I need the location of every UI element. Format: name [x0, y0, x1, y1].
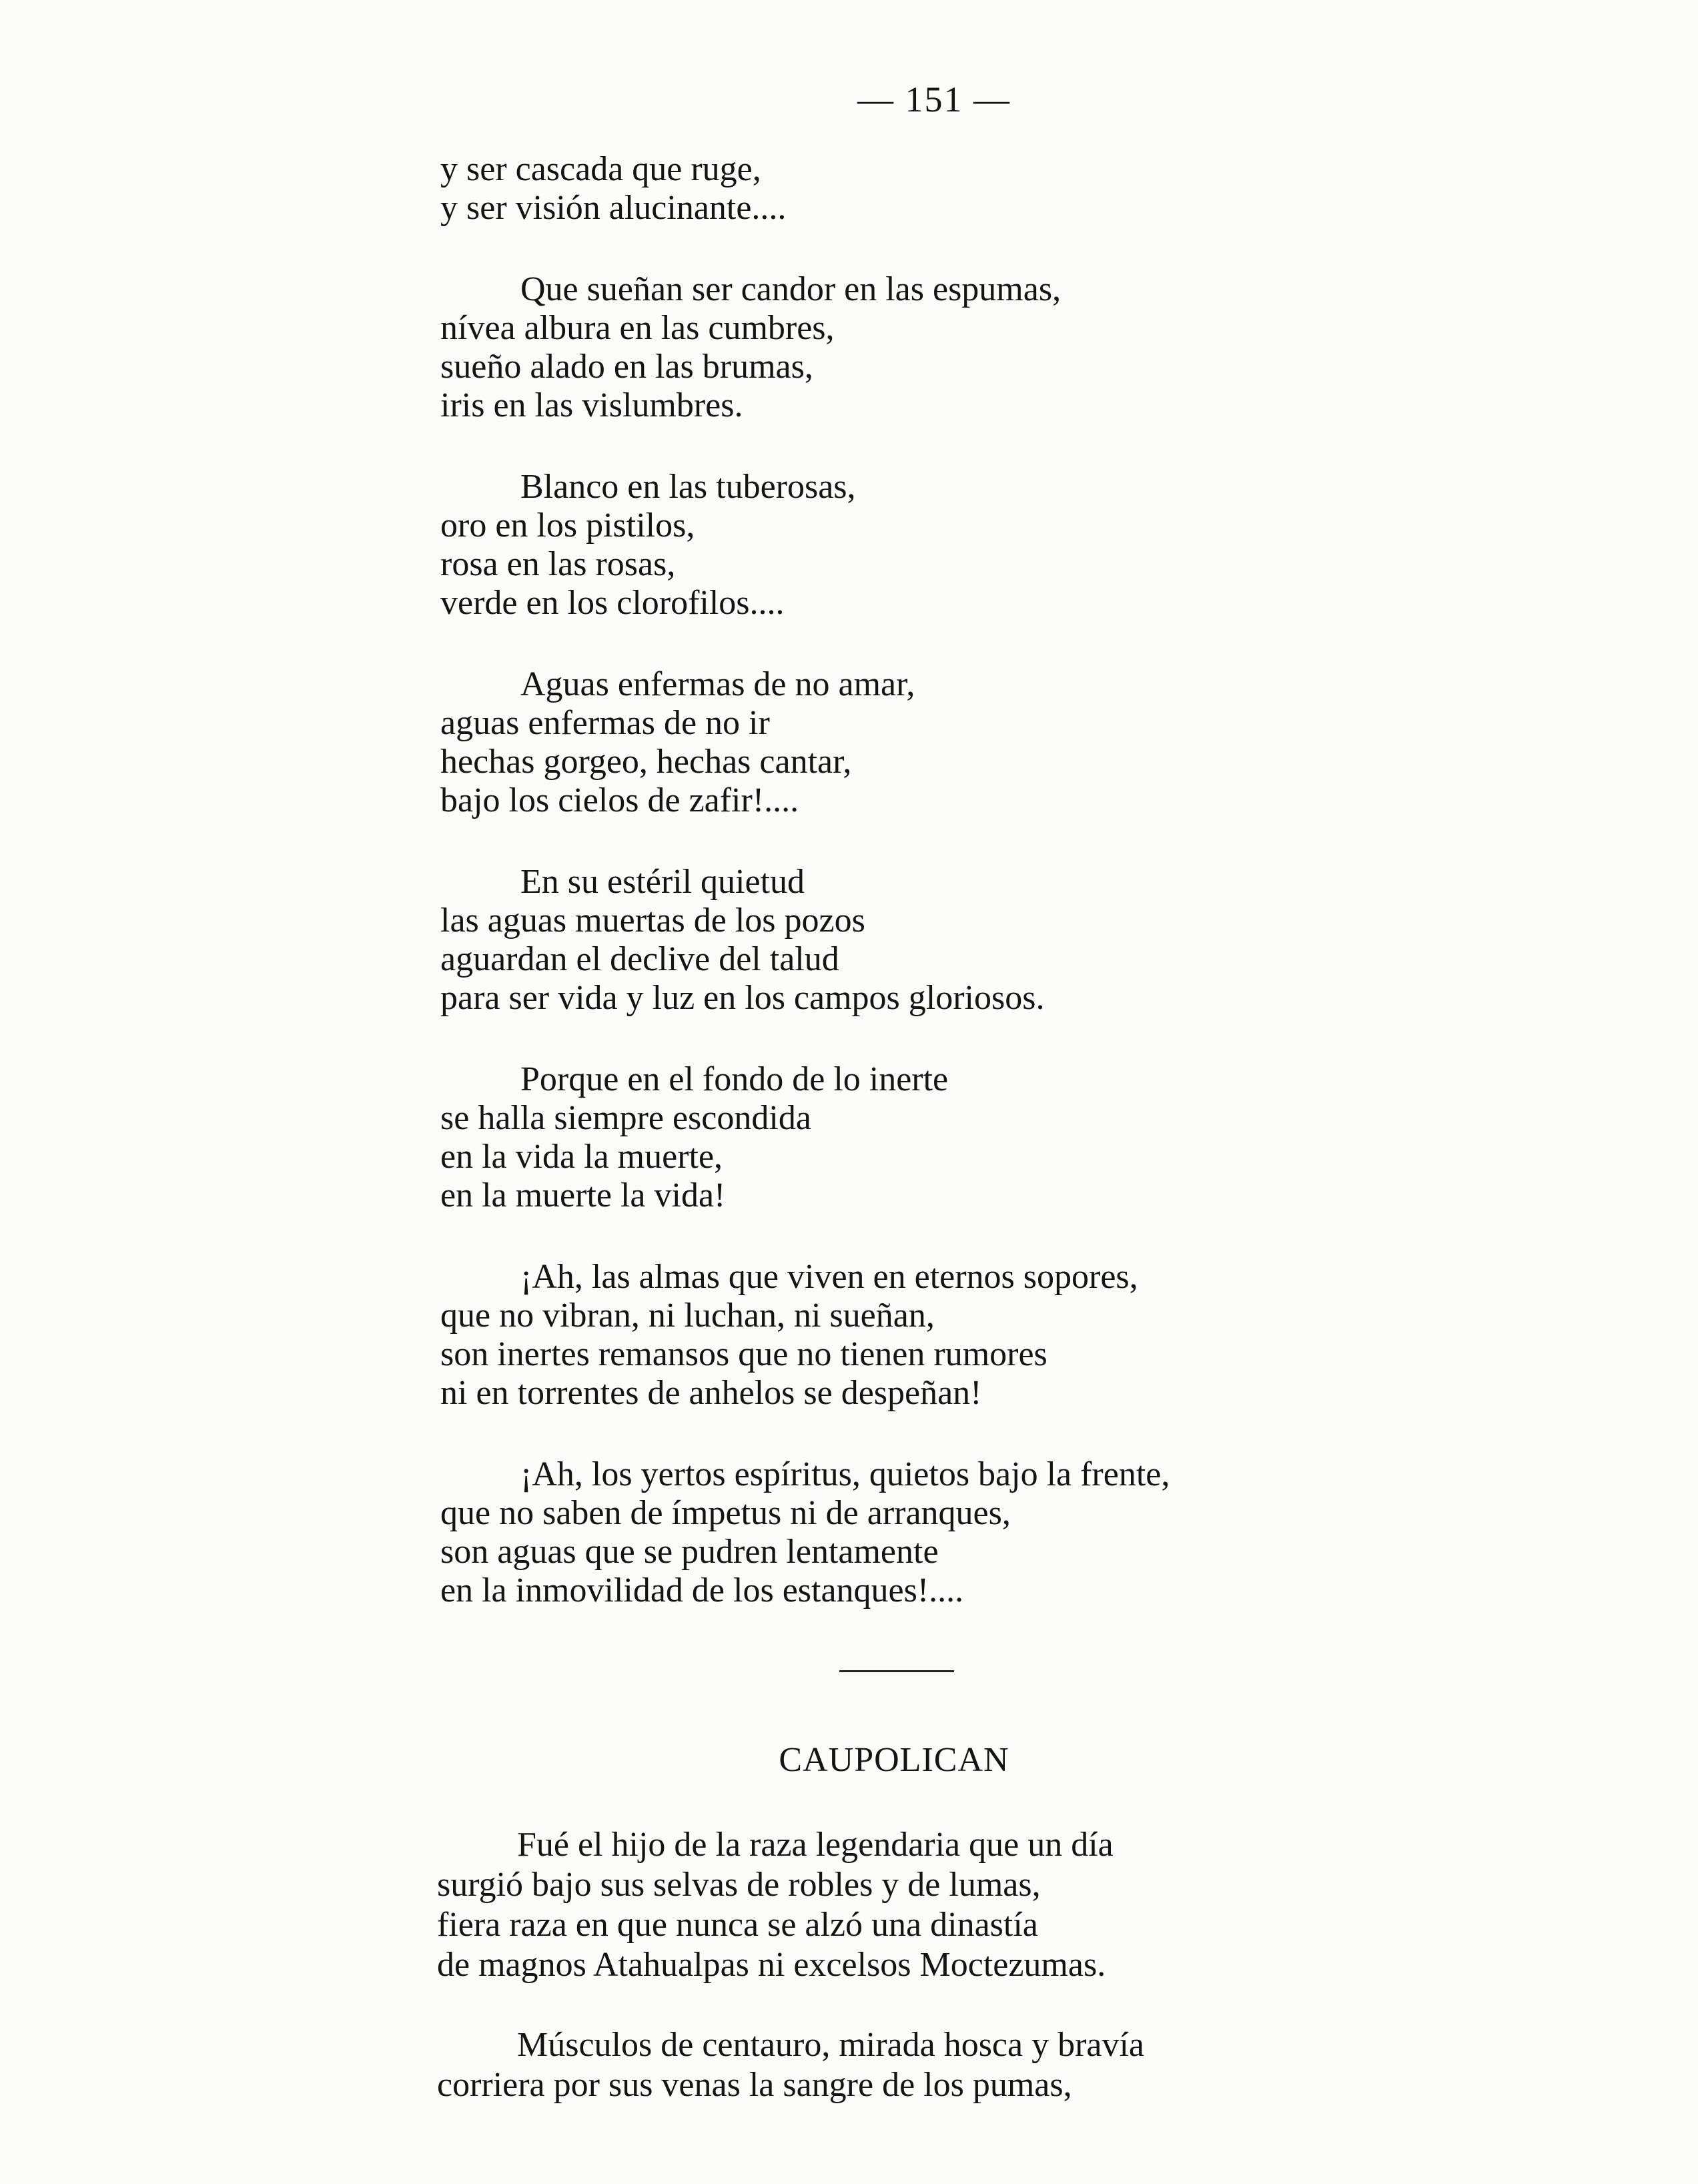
verse-line: aguardan el declive del talud: [440, 940, 839, 978]
section-separator: [839, 1670, 954, 1672]
verse-line: Fué el hijo de la raza legendaria que un día: [517, 1826, 1114, 1864]
verse-line: Que sueñan ser candor en las espumas,: [520, 270, 1062, 308]
verse-line: que no saben de ímpetus ni de arranques,: [440, 1494, 1011, 1532]
verse-line: oro en los pistilos,: [440, 506, 695, 544]
stanza: [440, 270, 1575, 425]
verse-line: corriera por sus venas la sangre de los pumas,: [437, 2066, 1072, 2104]
verse-line: que no vibran, ni luchan, ni sueñan,: [440, 1297, 935, 1335]
page-number: — 151 —: [857, 79, 1011, 119]
verse-line: ¡Ah, los yertos espíritus, quietos bajo la frente,: [520, 1455, 1170, 1493]
verse-line: Aguas enfermas de no amar,: [520, 665, 915, 703]
stanza: [440, 1258, 1575, 1413]
verse-line: de magnos Atahualpas ni excelsos Moctezumas.: [437, 1946, 1106, 1984]
verse-line: ¡Ah, las almas que viven en eternos sopores,: [520, 1258, 1138, 1296]
stanza: [440, 665, 1575, 820]
verse-line: en la muerte la vida!: [440, 1176, 726, 1214]
verse-line: En su estéril quietud: [520, 863, 805, 901]
stanza: [440, 863, 1575, 1018]
poem: [440, 150, 1575, 1653]
stanza: [437, 1825, 1571, 1985]
verse-line: nívea albura en las cumbres,: [440, 309, 835, 347]
verse-line: Músculos de centauro, mirada hosca y bravía: [517, 2026, 1145, 2064]
verse-line: las aguas muertas de los pozos: [440, 901, 865, 940]
verse-line: en la vida la muerte,: [440, 1138, 723, 1176]
verse-line: y ser cascada que ruge,: [440, 150, 761, 188]
verse-line: se halla siempre escondida: [440, 1099, 811, 1137]
verse-line: surgió bajo sus selvas de robles y de lumas,: [437, 1866, 1041, 1904]
verse-line: para ser vida y luz en los campos gloriosos.: [440, 979, 1045, 1017]
stanza: [440, 1060, 1575, 1215]
verse-line: fiera raza en que nunca se alzó una dinastía: [437, 1906, 1038, 1944]
verse-line: ni en torrentes de anhelos se despeñan!: [440, 1374, 982, 1412]
verse-line: rosa en las rosas,: [440, 545, 676, 583]
verse-line: son aguas que se pudren lentamente: [440, 1533, 939, 1571]
verse-line: hechas gorgeo, hechas cantar,: [440, 743, 852, 781]
caupolican-poem: [437, 1825, 1571, 2145]
verse-line: aguas enfermas de no ir: [440, 704, 770, 742]
verse-line: y ser visión alucinante....: [440, 189, 787, 227]
verse-line: verde en los clorofilos....: [440, 584, 785, 622]
verse-line: bajo los cielos de zafir!....: [440, 781, 799, 819]
verse-line: Blanco en las tuberosas,: [520, 468, 856, 506]
verse-line: en la inmovilidad de los estanques!....: [440, 1571, 964, 1609]
verse-line: iris en las vislumbres.: [440, 386, 743, 424]
stanza: [440, 468, 1575, 623]
verse-line: sueño alado en las brumas,: [440, 348, 813, 386]
stanza: [437, 2025, 1571, 2105]
stanza: [440, 150, 1575, 228]
verse-line: son inertes remansos que no tienen rumores: [440, 1335, 1047, 1373]
stanza: [440, 1455, 1575, 1610]
section-title: CAUPOLICAN: [779, 1741, 1009, 1779]
verse-line: Porque en el fondo de lo inerte: [520, 1060, 949, 1098]
